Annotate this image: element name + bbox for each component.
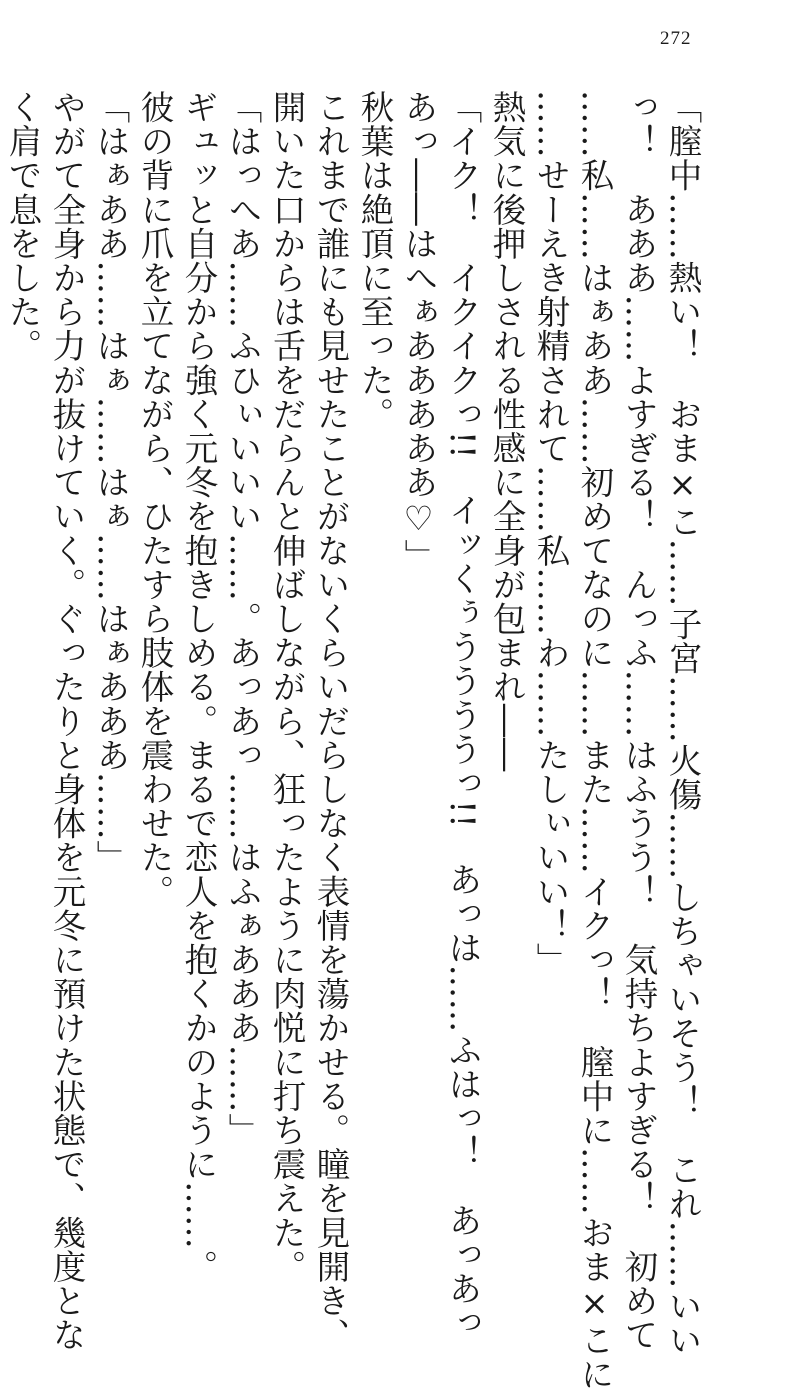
text-line: あっ――はへぁあああああ♡」 bbox=[399, 90, 438, 573]
text-line: 開いた口からは舌をだらんと伸ばしながら、狂ったように肉悦に打ち震えた。 bbox=[267, 90, 306, 1284]
text-line: ……せーえき射精されて……私……わ……たしぃいい！」 bbox=[531, 90, 570, 977]
text-line: ギュッと自分から強く元冬を抱きしめる。まるで恋人を抱くかのように……。 bbox=[179, 90, 218, 1284]
text-line: っ！ あああ……よすぎる！ んっふ……はふうう！ 気持ちよすぎる！ 初めて bbox=[619, 90, 658, 1352]
text-line: く肩で息をした。 bbox=[3, 90, 42, 363]
text-line: 彼の背に爪を立てながら、ひたすら肢体を震わせた。 bbox=[135, 90, 174, 909]
text-line: 「はぁああ……はぁ……はぁ……はぁあああ……」 bbox=[91, 90, 130, 875]
text-line: 「膣中……熱い！ おま×こ……子宮……火傷……しちゃいそう！ これ……いい bbox=[663, 90, 702, 1358]
text-line: これまで誰にも見せたことがないくらいだらしなく表情を蕩かせる。瞳を見開き、 bbox=[311, 90, 350, 1352]
text-line: ……私……はぁああ……初めてなのに……また……イクっ！ 膣中に……おま×こに bbox=[575, 90, 614, 1391]
text-line: 熱気に後押しされる性感に全身が包まれ―― bbox=[487, 90, 526, 772]
text-line: やがて全身から力が抜けていく。ぐったりと身体を元冬に預けた状態で、幾度とな bbox=[47, 90, 86, 1352]
page-number: 272 bbox=[660, 28, 692, 49]
body-text bbox=[0, 90, 704, 1391]
text-line: 「はっへあ……ふひぃいいい……。あっあっ……はふぁあああ……」 bbox=[223, 90, 262, 1148]
text-line: 秋葉は絶頂に至った。 bbox=[355, 90, 394, 431]
text-line: 「イク！ イクイクっ!! イッくぅううううっ!! あっは……ふはっ！ あっあっ bbox=[443, 90, 482, 1340]
